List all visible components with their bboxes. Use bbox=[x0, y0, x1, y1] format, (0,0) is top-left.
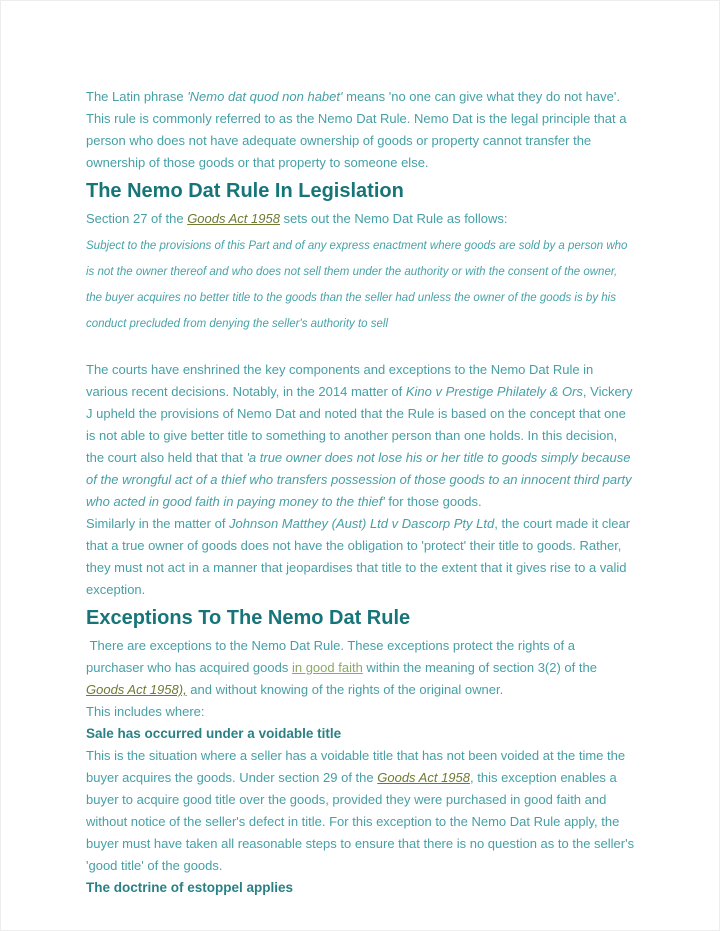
johnson-matthey-paragraph bbox=[86, 513, 636, 601]
text-segment: for those goods. bbox=[384, 494, 482, 509]
text-segment: This is the situation where a seller has a voidable title that has not been voided at the time the buyer acquires the goods. Under section 29 of the bbox=[86, 748, 626, 785]
goods-act-1958-link-3[interactable]: Goods Act 1958 bbox=[377, 770, 470, 785]
text-segment: Subject to the provisions of this Part and of any express enactment where goods are sold by a person who is not the owner thereof and who does not sell them under the authority or with the consent of the owner, the buyer acquires no better title to the goods than the seller had unless the owner of the goods is by his conduct precluded from denying the seller's authority to sell bbox=[86, 240, 628, 330]
text-segment: Kino v Prestige Philately & Ors bbox=[405, 384, 583, 399]
text-segment: The Latin phrase bbox=[86, 89, 188, 104]
section-27-paragraph bbox=[86, 208, 636, 230]
intro-paragraph bbox=[86, 86, 636, 174]
text-segment: Sale has occurred under a voidable title bbox=[86, 726, 342, 741]
exceptions-intro-paragraph bbox=[86, 635, 636, 701]
heading-nemo-dat-rule-in-legislation bbox=[86, 179, 636, 203]
text-segment: There are exceptions to the Nemo Dat Rule. These exceptions protect the rights of a purchaser who has acquired goods bbox=[86, 638, 575, 675]
text-segment: 'a true owner does not lose his or her title to goods simply because of the wrongful act of a thief who transfers possession of those goods to an innocent third party who acted in good faith in paying money to the thief' bbox=[86, 450, 632, 509]
section-27-quote bbox=[86, 233, 636, 337]
text-segment: within the meaning of section 3(2) of the bbox=[362, 660, 597, 675]
text-segment: 'Nemo dat quod non habet' bbox=[187, 89, 343, 104]
text-segment: The doctrine of estoppel applies bbox=[86, 880, 294, 895]
text-segment: The Nemo Dat Rule In Legislation bbox=[86, 180, 404, 202]
in-good-faith-link[interactable]: in good faith bbox=[291, 660, 363, 675]
text-segment: and without knowing of the rights of the original owner. bbox=[186, 682, 504, 697]
text-segment: , this exception enables a buyer to acquire good title over the goods, provided they were purchased in good faith and without notice of the seller's defect in title. For this exception to the Nemo Dat Rule apply, the buyer must have taken all reasonable steps to ensure that there is no question as to the seller's 'good title' of the goods. bbox=[86, 770, 635, 873]
subheading-voidable-title bbox=[86, 723, 636, 745]
voidable-title-paragraph bbox=[86, 745, 636, 877]
courts-decisions-paragraph bbox=[86, 359, 636, 513]
text-segment: , the court made it clear that a true owner of goods does not have the obligation to 'protect' their title to goods. Rather, they must not act in a manner that jeopardises that title to the extent that it gives rise to a valid exception. bbox=[86, 516, 631, 597]
heading-exceptions-to-nemo-dat-rule bbox=[86, 606, 636, 630]
text-segment: Section 27 of the bbox=[86, 211, 188, 226]
goods-act-1958-link-2[interactable]: Goods Act 1958), bbox=[86, 682, 187, 697]
text-segment: This includes where: bbox=[86, 704, 205, 719]
text-segment: , Vickery J upheld the provisions of Nemo Dat and noted that the Rule is based on the concept that one is not able to give better title to something to another person than one holds. In this decision, the court also held that that bbox=[86, 384, 633, 465]
quote-after-gap bbox=[86, 350, 636, 359]
text-segment: Similarly in the matter of bbox=[86, 516, 230, 531]
text-segment: The courts have enshrined the key components and exceptions to the Nemo Dat Rule in various recent decisions. Notably, in the 2014 matter of bbox=[86, 362, 594, 399]
text-segment: Exceptions To The Nemo Dat Rule bbox=[86, 607, 411, 629]
this-includes-where-line bbox=[86, 701, 636, 723]
subheading-doctrine-of-estoppel bbox=[86, 877, 636, 899]
text-segment: means 'no one can give what they do not have'. This rule is commonly referred to as the Nemo Dat Rule. Nemo Dat is the legal principle that a person who does not have adequate ownership of goods or property cannot transfer the ownership of those goods or that property to someone else. bbox=[86, 89, 627, 170]
goods-act-1958-link-1[interactable]: Goods Act 1958 bbox=[187, 211, 280, 226]
text-segment: sets out the Nemo Dat Rule as follows: bbox=[279, 211, 508, 226]
text-segment: Johnson Matthey (Aust) Ltd v Dascorp Pty Ltd bbox=[229, 516, 495, 531]
